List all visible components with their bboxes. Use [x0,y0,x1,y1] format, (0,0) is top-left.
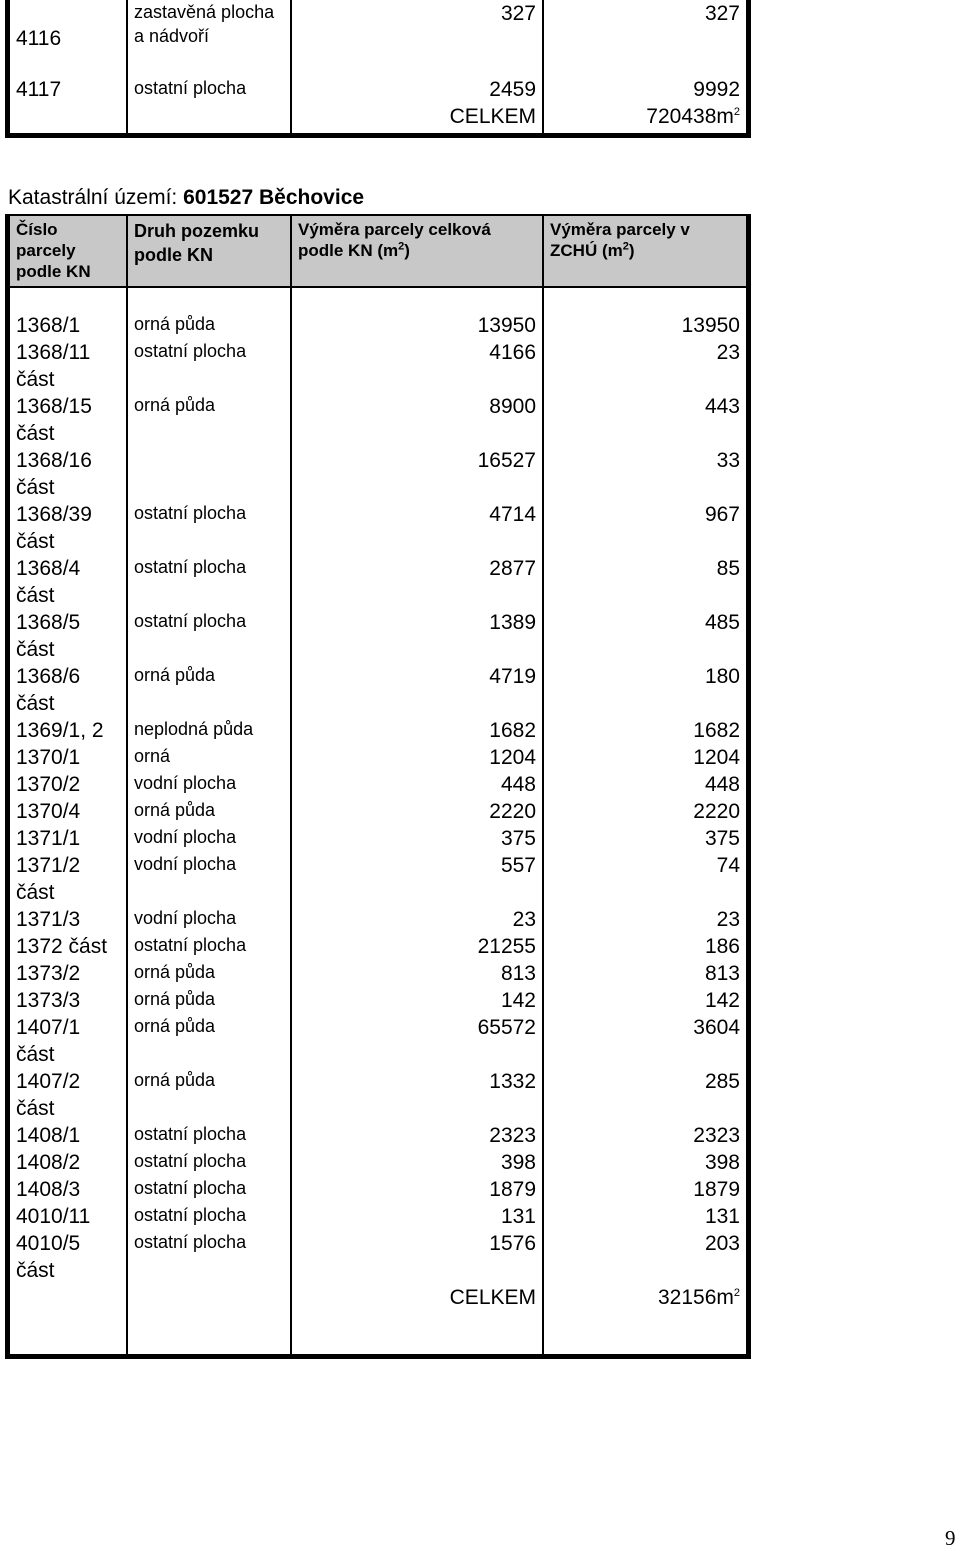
land-type: vodní plocha [127,906,291,933]
empty-cell [8,287,128,312]
total-area: 1879 [291,1176,543,1203]
table-row [8,76,749,103]
total-area: 4714 [291,501,543,555]
table-row [8,960,749,987]
land-type: vodní plocha [127,825,291,852]
zchu-area: 13950 [681,314,740,337]
parcel-number: 1408/1 [8,1122,128,1149]
zchu-area: 398 [704,1151,740,1174]
total-area: 813 [291,960,543,987]
total-label: CELKEM [291,1284,543,1357]
land-type: orná půda [127,663,291,717]
land-type: vodní plocha [127,852,291,906]
land-type: vodní plocha [127,771,291,798]
cadastre-title [8,186,364,210]
zchu-area: 9992 [693,78,740,101]
header-zchu-text: Výměra parcely v ZCHÚ (m [550,220,690,260]
total-area: 1204 [291,744,543,771]
empty-cell [127,287,291,312]
parcel-number: 1368/4 část [8,555,128,609]
total-area: 16527 [291,447,543,501]
zchu-area: 2220 [693,800,740,823]
total-area: 21255 [291,933,543,960]
zchu-area: 443 [704,395,740,418]
table-row [8,744,749,771]
zchu-area: 327 [704,2,740,25]
table-row [8,1122,749,1149]
zchu-area: 375 [704,827,740,850]
parcel-number: 1368/15 část [8,393,128,447]
table-row [8,312,749,339]
land-type: ostatní plocha [127,339,291,393]
parcel-number: 1372 část [8,933,128,960]
total-area: 398 [291,1149,543,1176]
zchu-area: 85 [716,557,740,580]
header-total-close: ) [404,241,410,260]
parcel-number: 1368/11 část [8,339,128,393]
zchu-area: 2323 [693,1124,740,1147]
header-zchu-sup: 2 [622,240,629,253]
land-type: ostatní plocha [127,1122,291,1149]
total-unit-sup: 2 [733,106,740,118]
total-area: 131 [291,1203,543,1230]
header-total-area [291,215,543,287]
parcel-number: 1370/4 [8,798,128,825]
header-total-text: Výměra parcely celková podle KN (m [298,220,491,260]
land-type: orná půda [127,312,291,339]
land-type: zastavěná plocha a nádvoří [127,0,291,76]
main-table-body [8,287,749,1357]
total-label: CELKEM [291,103,543,136]
parcel-number: 1407/2 část [8,1068,128,1122]
header-type: Druh pozemku podle KN [127,215,291,287]
land-type: orná půda [127,393,291,447]
land-type: ostatní plocha [127,1230,291,1284]
empty-cell [8,1284,128,1357]
page-number: 9 [945,1526,956,1550]
land-type: ostatní plocha [127,609,291,663]
parcel-number: 1371/2 část [8,852,128,906]
zchu-area: 3604 [693,1016,740,1039]
total-unit-sup: 2 [733,1287,740,1299]
total-area: 557 [291,852,543,906]
zchu-area: 33 [716,449,740,472]
parcel-number: 1368/39 část [8,501,128,555]
total-area: 2220 [291,798,543,825]
total-area: 448 [291,771,543,798]
total-area: 8900 [291,393,543,447]
parcel-number: 1407/1 část [8,1014,128,1068]
empty-cell [127,1284,291,1357]
land-type: ostatní plocha [127,1176,291,1203]
top-parcel-table [5,0,751,138]
total-area: 2323 [291,1122,543,1149]
parcel-number: 1370/2 [8,771,128,798]
land-type: orná [127,744,291,771]
top-total-row [8,103,749,136]
total-area: 2877 [291,555,543,609]
table-row [8,555,749,609]
top-table-body [8,0,749,136]
parcel-number: 1368/6 část [8,663,128,717]
header-total-sup: 2 [398,240,405,253]
spacer-row [8,287,749,312]
total-area: 327 [291,0,543,76]
parcel-number: 4117 [8,76,128,103]
header-zchu-close: ) [628,241,635,260]
zchu-area: 967 [704,503,740,526]
parcel-number: 1373/2 [8,960,128,987]
table-row [8,717,749,744]
total-area: 1332 [291,1068,543,1122]
table-row [8,933,749,960]
table-row [8,852,749,906]
table-row [8,1230,749,1284]
header-row [8,215,749,287]
zchu-area: 186 [704,935,740,958]
total-value [543,103,749,136]
table-row [8,798,749,825]
parcel-number: 1371/3 [8,906,128,933]
total-area: 4719 [291,663,543,717]
table-row [8,1203,749,1230]
parcel-number: 4010/5 část [8,1230,128,1284]
zchu-area: 180 [704,665,740,688]
total-area: 23 [291,906,543,933]
total-value-number: 32156m [657,1286,734,1309]
land-type: orná půda [127,1014,291,1068]
parcel-number: 1371/1 [8,825,128,852]
table-row [8,339,749,393]
zchu-area: 1682 [693,719,740,742]
table-row [8,906,749,933]
total-area: 142 [291,987,543,1014]
total-value-number: 720438m [646,105,734,128]
table-row [8,1068,749,1122]
main-total-row [8,1284,749,1357]
land-type [127,447,291,501]
zchu-area: 74 [716,854,740,877]
cadastre-label: Katastrální území: [8,186,178,209]
total-value [543,1284,749,1357]
header-parcel: Číslo parcely podle KN [8,215,128,287]
header-zchu-area [543,215,749,287]
zchu-area: 23 [716,341,740,364]
parcel-number: 4010/11 [8,1203,128,1230]
parcel-number: 1370/1 [8,744,128,771]
land-type: ostatní plocha [127,76,291,103]
parcel-number: 1368/16 část [8,447,128,501]
zchu-area: 203 [704,1232,740,1255]
land-type: orná půda [127,987,291,1014]
total-area: 2459 [291,76,543,103]
parcel-number: 1369/1, 2 [8,717,128,744]
total-area: 4166 [291,339,543,393]
table-row [8,501,749,555]
parcel-number: 1408/3 [8,1176,128,1203]
total-area: 1389 [291,609,543,663]
parcel-number: 4116 [8,0,128,76]
land-type: orná půda [127,960,291,987]
total-area: 375 [291,825,543,852]
land-type: ostatní plocha [127,1149,291,1176]
land-type: orná půda [127,798,291,825]
table-row [8,987,749,1014]
table-row [8,0,749,76]
parcel-number: 1368/5 část [8,609,128,663]
table-row [8,393,749,447]
total-area: 13950 [291,312,543,339]
zchu-area: 485 [704,611,740,634]
table-row [8,825,749,852]
zchu-area: 131 [704,1205,740,1228]
empty-cell [8,103,128,136]
empty-cell [127,103,291,136]
table-row [8,1149,749,1176]
land-type: ostatní plocha [127,933,291,960]
zchu-area: 813 [704,962,740,985]
zchu-area: 448 [704,773,740,796]
land-type: ostatní plocha [127,555,291,609]
zchu-area: 142 [704,989,740,1012]
zchu-area: 285 [704,1070,740,1093]
table-row [8,1014,749,1068]
empty-cell [291,287,543,312]
parcel-number: 1373/3 [8,987,128,1014]
table-row [8,663,749,717]
empty-cell [543,287,749,312]
land-type: ostatní plocha [127,501,291,555]
total-area: 1576 [291,1230,543,1284]
table-row [8,609,749,663]
parcel-number: 1408/2 [8,1149,128,1176]
land-type: orná půda [127,1068,291,1122]
table-row [8,1176,749,1203]
total-area: 1682 [291,717,543,744]
total-area: 65572 [291,1014,543,1068]
zchu-area: 1204 [693,746,740,769]
table-row [8,447,749,501]
cadastre-code-name: 601527 Běchovice [183,186,365,209]
land-type: ostatní plocha [127,1203,291,1230]
main-parcel-table [5,214,751,1359]
zchu-area: 23 [716,908,740,931]
land-type: neplodná půda [127,717,291,744]
parcel-number: 1368/1 [8,312,128,339]
table-row [8,771,749,798]
zchu-area: 1879 [693,1178,740,1201]
